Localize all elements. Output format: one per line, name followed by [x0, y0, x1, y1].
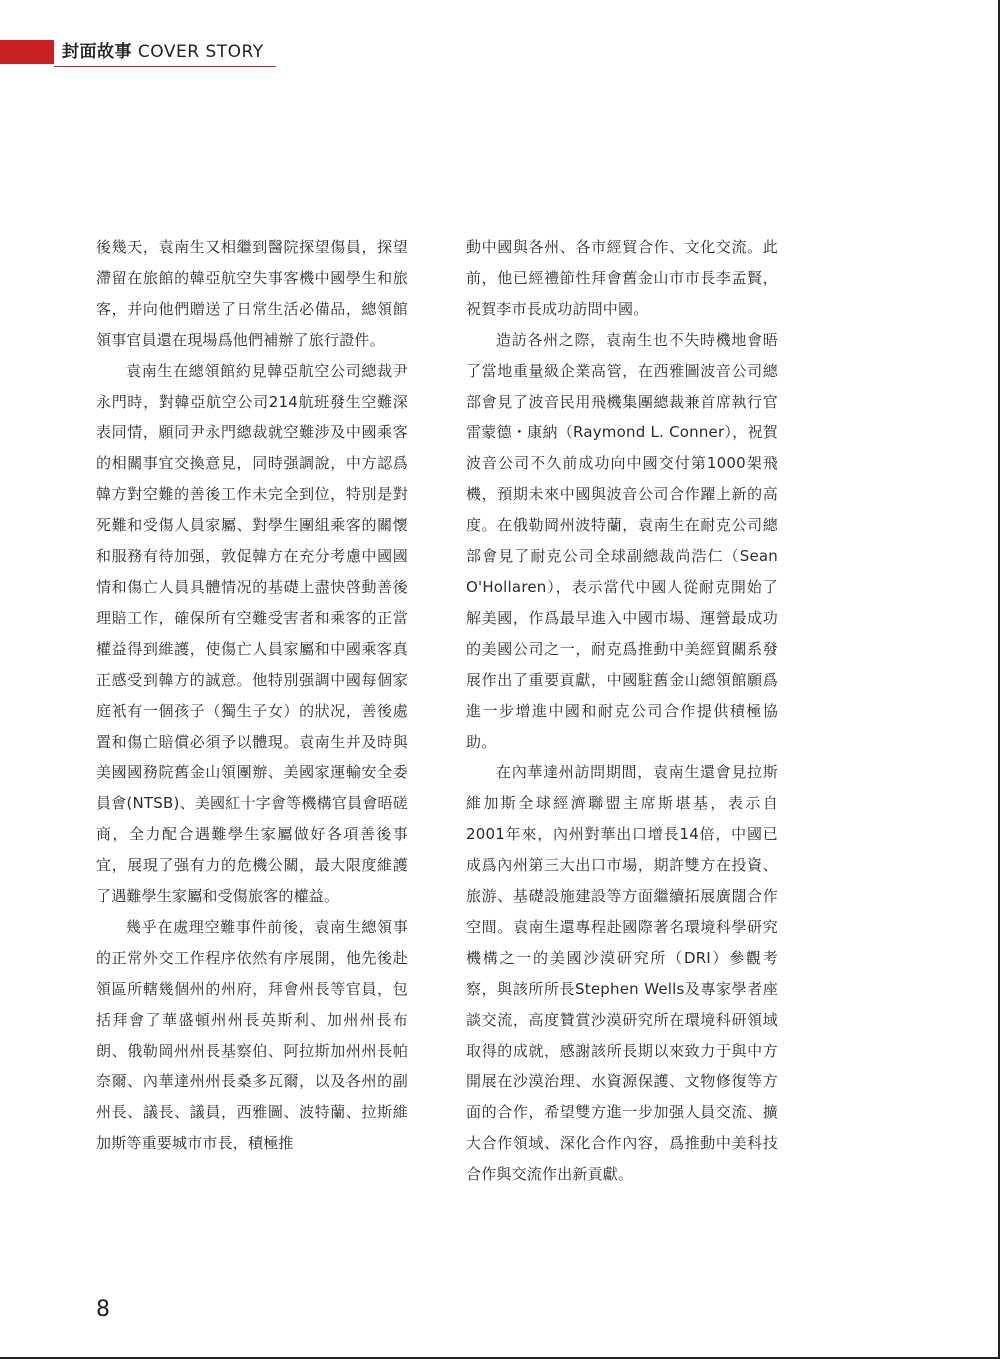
- paragraph: 動中國與各州、各市經貿合作、文化交流。此前，他已經禮節性拜會舊金山市市長李孟賢，祝賀李市長成功訪問中國。: [466, 238, 778, 318]
- section-title-en: COVER STORY: [137, 42, 264, 62]
- section-title: [62, 40, 264, 64]
- section-header: [0, 40, 280, 64]
- paragraph: 造訪各州之際，袁南生也不失時機地會晤了當地重量級企業高管，在西雅圖波音公司總部會見了波音民用飛機集團總裁兼首席執行官雷蒙德・康納（Raymond L. Conner），祝賀波音公司不久前成功向中國交付第1000架飛機，預期未來中國與波音公司合作躍上新的高度。在俄勒岡州波特蘭，袁南生在耐克公司總部會見了耐克公司全球副總裁尚浩仁（Sean O'Hollaren），表示當代中國人從耐克開始了解美國，作爲最早進入中國市場、運營最成功的美國公司之一，耐克爲推動中美經貿關系發展作出了重要貢獻，中國駐舊金山總領館願爲進一步增進中國和耐克公司合作提供積極協助。: [466, 330, 778, 751]
- header-rule: [54, 66, 276, 67]
- right-text-column: [466, 232, 778, 1190]
- paragraph: 袁南生在總領館約見韓亞航空公司總裁尹永門時，對韓亞航空公司214航班發生空難深表同情，願同尹永門總裁就空難涉及中國乘客的相關事宜交換意見，同時强調說，中方認爲韓方對空難的善後工作未完全到位，特別是對死難和受傷人員家屬、對學生團組乘客的關懷和服務有待加强，敦促韓方在充分考慮中國國情和傷亡人員具體情况的基礎上盡快啓動善後理賠工作，確保所有空難受害者和乘客的正當權益得到維護，使傷亡人員家屬和中國乘客真正感受到韓方的誠意。他特別强調中國每個家庭衹有一個孩子（獨生子女）的狀况，善後處置和傷亡賠償必須予以體現。袁南生并及時與美國國務院舊金山領團辦、美國家運輸安全委員會(NTSB)、美國紅十字會等機構官員會晤磋商，全力配合遇難學生家屬做好各項善後事宜，展現了强有力的危機公關，最大限度維護了遇難學生家屬和受傷旅客的權益。: [96, 361, 408, 906]
- header-red-bar: [0, 40, 54, 64]
- paragraph: 後幾天，袁南生又相繼到醫院探望傷員，探望滯留在旅館的韓亞航空失事客機中國學生和旅客，并向他們贈送了日常生活必備品，總領館領事官員還在現場爲他們補辦了旅行證件。: [96, 238, 408, 349]
- paragraph: 在內華達州訪問期間，袁南生還會見拉斯維加斯全球經濟聯盟主席斯堪基，表示自2001年來，內州對華出口增長14倍，中國已成爲內州第三大出口市場，期許雙方在投資、旅游、基礎設施建設等方面繼續拓展廣闊合作空間。袁南生還專程赴國際著名環境科學研究機構之一的美國沙漠研究所（DRI）參觀考察，與該所所長Stephen Wells及專家學者座談交流，高度贊賞沙漠研究所在環境科研領域取得的成就，感謝該所長期以來致力于與中方開展在沙漠治理、水資源保護、文物修復等方面的合作，希望雙方進一步加强人員交流、擴大合作領域、深化合作內容，爲推動中美科技合作與交流作出新貢獻。: [466, 763, 778, 1184]
- left-text-column: [96, 232, 408, 1159]
- section-title-zh: 封面故事: [62, 42, 132, 62]
- page-number: 8: [96, 1297, 110, 1322]
- paragraph: 幾乎在處理空難事件前後，袁南生總領事的正常外交工作程序依然有序展開，他先後赴領區所轄幾個州的州府，拜會州長等官員，包括拜會了華盛頓州州長英斯利、加州州長布朗、俄勒岡州州長基察伯、阿拉斯加州州長帕奈爾、內華達州州長桑多瓦爾，以及各州的副州長、議長、議員，西雅圖、波特蘭、拉斯維加斯等重要城市市長，積極推: [96, 917, 408, 1153]
